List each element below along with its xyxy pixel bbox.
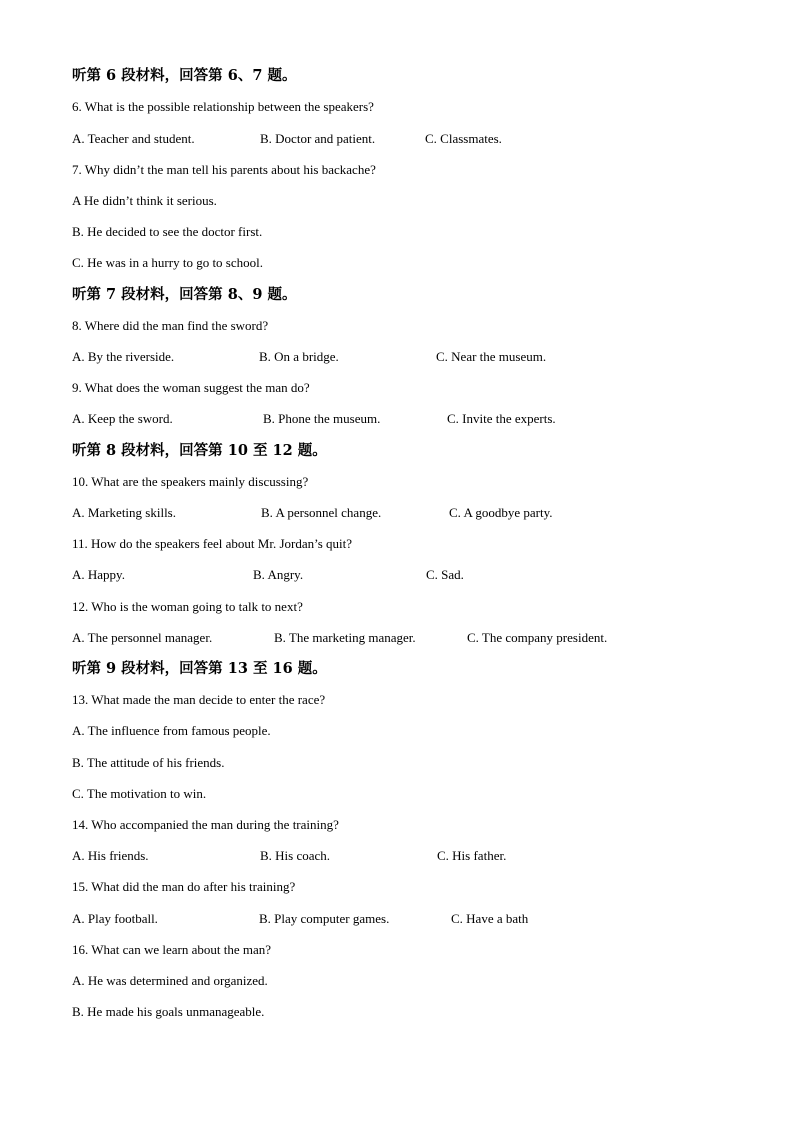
option-a: A. The influence from famous people. bbox=[72, 723, 271, 738]
option-c: C. The company president. bbox=[467, 630, 608, 645]
question-text: 15. What did the man do after his training? bbox=[72, 879, 296, 894]
section-heading: 听第 7 段材料，回答第 8、9 题。 bbox=[72, 286, 297, 303]
option-b: B. Phone the museum. bbox=[263, 411, 381, 426]
question-text: 7. Why didn’t the man tell his parents about his backache? bbox=[72, 162, 376, 177]
option-b: B. The marketing manager. bbox=[274, 630, 416, 645]
question-text: 14. Who accompanied the man during the training? bbox=[72, 817, 339, 832]
option-a: A. His friends. bbox=[72, 848, 149, 863]
option-b: B. Angry. bbox=[253, 567, 304, 582]
question-text: 11. How do the speakers feel about Mr. Jordan’s quit? bbox=[72, 536, 353, 551]
question-text: 13. What made the man decide to enter the race? bbox=[72, 692, 326, 707]
option-b: B. A personnel change. bbox=[261, 505, 382, 520]
option-c: C. Sad. bbox=[426, 567, 464, 582]
option-b: B. Play computer games. bbox=[259, 911, 390, 926]
option-a: A. Play football. bbox=[72, 911, 158, 926]
option-b: B. He made his goals unmanageable. bbox=[72, 1004, 265, 1019]
option-a: A. The personnel manager. bbox=[72, 630, 213, 645]
option-a: A. Teacher and student. bbox=[72, 131, 195, 146]
option-c: C. Invite the experts. bbox=[447, 411, 556, 426]
question-text: 10. What are the speakers mainly discussing? bbox=[72, 474, 309, 489]
option-b: B. His coach. bbox=[260, 848, 331, 863]
section-heading: 听第 6 段材料，回答第 6、7 题。 bbox=[72, 67, 297, 84]
option-c: C. Have a bath bbox=[451, 911, 529, 926]
question-text: 12. Who is the woman going to talk to next? bbox=[72, 599, 303, 614]
option-b: B. Doctor and patient. bbox=[260, 131, 376, 146]
option-a: A. Marketing skills. bbox=[72, 505, 176, 520]
option-a: A. Happy. bbox=[72, 567, 125, 582]
option-c: C. A goodbye party. bbox=[449, 505, 553, 520]
option-c: C. He was in a hurry to go to school. bbox=[72, 255, 264, 270]
option-c: C. The motivation to win. bbox=[72, 786, 207, 801]
question-text: 16. What can we learn about the man? bbox=[72, 942, 272, 957]
option-b: B. The attitude of his friends. bbox=[72, 755, 225, 770]
question-text: 6. What is the possible relationship between the speakers? bbox=[72, 99, 374, 114]
option-a: A. He was determined and organized. bbox=[72, 973, 268, 988]
option-b: B. He decided to see the doctor first. bbox=[72, 224, 263, 239]
option-a: A. By the riverside. bbox=[72, 349, 175, 364]
option-a: A He didn’t think it serious. bbox=[72, 193, 217, 208]
option-b: B. On a bridge. bbox=[259, 349, 339, 364]
option-a: A. Keep the sword. bbox=[72, 411, 173, 426]
option-c: C. His father. bbox=[437, 848, 507, 863]
option-c: C. Classmates. bbox=[425, 131, 502, 146]
section-heading: 听第 9 段材料，回答第 13 至 16 题。 bbox=[72, 660, 327, 677]
section-heading: 听第 8 段材料，回答第 10 至 12 题。 bbox=[72, 442, 327, 459]
question-text: 9. What does the woman suggest the man do? bbox=[72, 380, 310, 395]
option-c: C. Near the museum. bbox=[436, 349, 547, 364]
question-text: 8. Where did the man find the sword? bbox=[72, 318, 269, 333]
